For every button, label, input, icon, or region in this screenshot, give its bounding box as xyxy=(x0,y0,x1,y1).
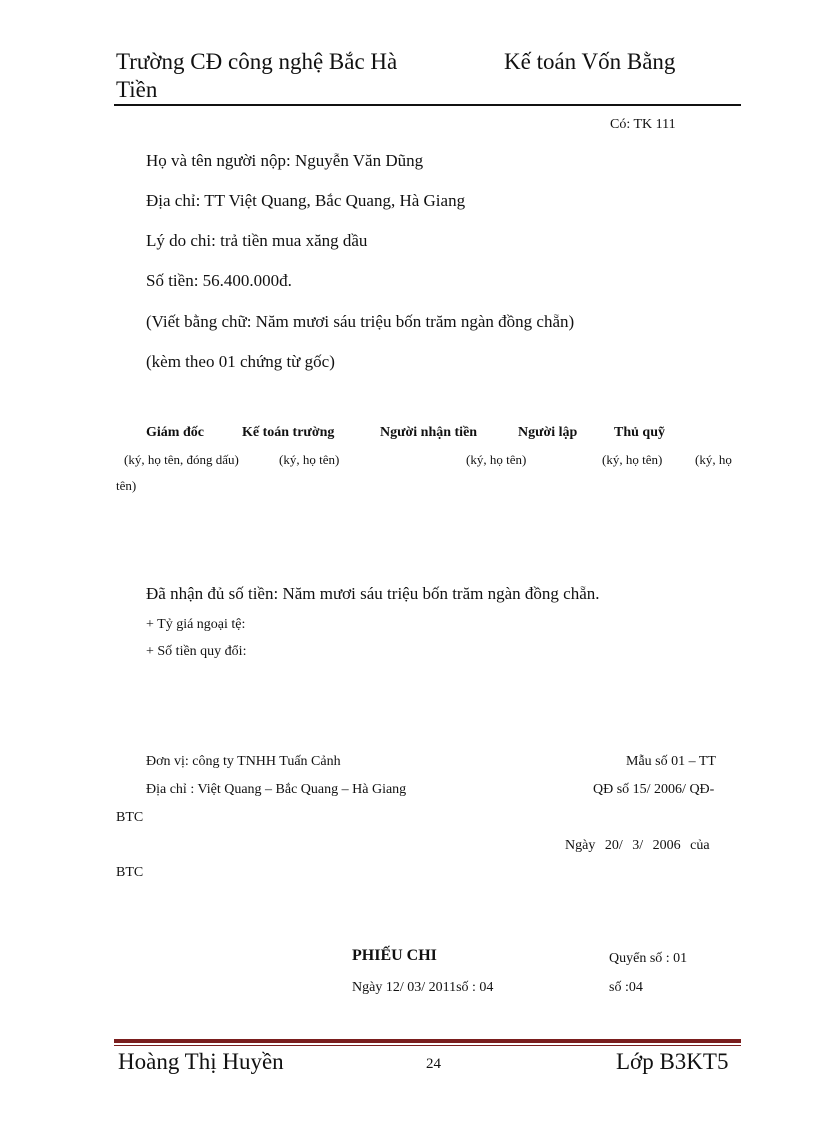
footer-page-number: 24 xyxy=(426,1056,441,1072)
converted-amount: + Số tiền quy đổi: xyxy=(146,644,247,659)
voucher-date: Ngày 12/ 03/ 2011số : 04 xyxy=(352,980,494,995)
header-school-continued: Tiền xyxy=(116,77,158,102)
payment-amount: Số tiền: 56.400.000đ. xyxy=(146,271,292,290)
footer-author: Hoàng Thị Huyền xyxy=(118,1049,284,1074)
signature-title-director: Giám đốc xyxy=(146,425,204,440)
footer-rule-thin xyxy=(114,1045,741,1046)
voucher-book: Quyển số : 01 xyxy=(609,951,688,966)
header-subject: Kế toán Vốn Bằng xyxy=(504,49,676,74)
signature-subtitle-wrap: tên) xyxy=(116,478,137,493)
signature-title-chief-accountant: Kế toán trường xyxy=(242,425,335,440)
header-school: Trường CĐ công nghệ Bắc Hà xyxy=(116,49,398,74)
decision-number: QĐ số 15/ 2006/ QĐ- xyxy=(593,782,715,797)
attachments-note: (kèm theo 01 chứng từ gốc) xyxy=(146,352,335,371)
credit-account: Có: TK 111 xyxy=(610,117,676,132)
unit-name: Đơn vị: công ty TNHH Tuấn Cảnh xyxy=(146,754,341,769)
footer-rule-thick xyxy=(114,1039,741,1043)
payee-address: Địa chỉ: TT Việt Quang, Bắc Quang, Hà Giang xyxy=(146,191,466,210)
signature-subtitle-director: (ký, họ tên, đóng dấu) xyxy=(124,452,239,467)
voucher-number: số :04 xyxy=(609,980,643,995)
unit-address-wrap: BTC xyxy=(116,810,144,825)
signature-subtitle-preparer: (ký, họ tên) xyxy=(602,452,663,467)
payment-reason: Lý do chi: trả tiền mua xăng dầu xyxy=(146,231,368,250)
payment-amount-words: (Viết bằng chữ: Năm mươi sáu triệu bốn trăm ngàn đồng chẵn) xyxy=(146,312,575,331)
signature-title-cashier: Thủ quỹ xyxy=(614,425,665,440)
header-rule xyxy=(114,104,741,106)
signature-subtitle-recipient: (ký, họ tên) xyxy=(466,452,527,467)
signature-title-recipient: Người nhận tiền xyxy=(380,425,478,440)
voucher-title: PHIẾU CHI xyxy=(352,947,437,964)
signature-title-preparer: Người lập xyxy=(518,425,578,440)
received-confirmation: Đã nhận đủ số tiền: Năm mươi sáu triệu bốn trăm ngàn đồng chẵn. xyxy=(146,584,600,603)
payee-name: Họ và tên người nộp: Nguyễn Văn Dũng xyxy=(146,151,424,170)
signature-subtitle-cashier: (ký, họ xyxy=(695,452,732,467)
exchange-rate: + Tỷ giá ngoại tệ: xyxy=(146,617,246,632)
form-number: Mẫu số 01 – TT xyxy=(626,754,716,769)
decision-date: Ngày 20/ 3/ 2006 của xyxy=(565,838,710,853)
decision-date-wrap: BTC xyxy=(116,865,144,880)
signature-subtitle-chief-accountant: (ký, họ tên) xyxy=(279,452,340,467)
unit-address: Địa chỉ : Việt Quang – Bắc Quang – Hà Giang xyxy=(146,782,407,797)
footer-class: Lớp B3KT5 xyxy=(616,1049,729,1074)
